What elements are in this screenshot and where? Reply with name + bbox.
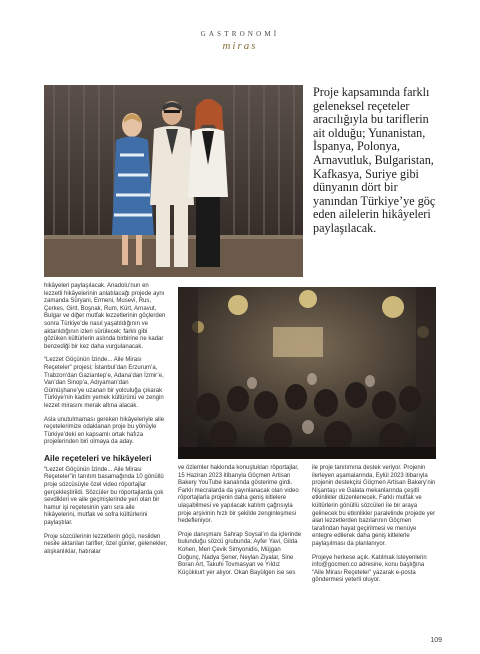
text-column-1	[44, 283, 168, 562]
paragraph: Proje sözcülerinin lezzetlerin göçü, nesilden nesile aktarılan tarifler, özel günler, gelenekler, alışkanlıklar, hatıralar	[44, 533, 168, 555]
paragraph: hikâyeleri paylaşılacak. Anadolu’nun en lezzetli hikâyelerinin anlatılacağı projede aynı zamanda Süryani, Ermeni, Musevi, Rus, Çerkes, Girit, Boşnak, Rum, Kürt, Arnavut, Bulgar ve diğer mutfak lezzetlerinin göçlerden sonra Türkiye’de nasıl yaşatıldığının ve aktarıldığının izleri sürülecek; farklı gibi gözüken kültürlerin aslında birbirine ne kadar benzediği bir kez daha vurgulanacak.	[44, 283, 166, 350]
text-column-3	[312, 465, 436, 591]
section-subtitle: miras	[222, 40, 258, 52]
section-title: GASTRONOMİ	[200, 30, 280, 38]
pull-quote: Proje kapsamında farklı geleneksel reçeteler aracılığıyla bu tariflerin ait olduğu; Yunanistan, İspanya, Polonya, Arnavutluk, Bulgaristan, Kafkasya, Suriye gibi dünyanın dört bir yanından Türkiye’ye göç eden ailelerin hikâyeleri paylaşılacak.	[313, 85, 436, 235]
page-number: 109	[430, 637, 442, 644]
event-photo-audience	[178, 287, 436, 459]
paragraph: Asla unutulmaması gereken hikâyeleriyle aile reçetelerimize odaklanan proje bu yönüyle Türkiye’deki en kapsamlı ortak hafıza projelerinden biri olmaya da aday.	[44, 416, 165, 446]
paragraph: Projeye herkese açık. Katılmak isteyenlerin info@gocmen.co adresine, konu başlığına “Aile Mirası Reçeteler” yazarak e-posta göndermesi yeterli oluyor.	[312, 554, 427, 584]
event-photo-three-people	[44, 85, 303, 277]
text-column-2	[178, 465, 302, 583]
paragraph: “Lezzet Göçünün İzinde... Aile Mirası Reçeteler”in tanıtım basamağında 10 gönüllü proje sözcüsüyle özel video röportajlar gerçekleştirildi. Sözcüler bu röportajlarda çok sevdikleri ve aile geçmişlerinde yeri olan bir hamur işi reçetesinin yanı sıra aile hikâyelerini, mutfak ve sofra kültürlerini paylaştılar.	[44, 466, 164, 527]
subheading: Aile reçeteleri ve hikâyeleri	[44, 452, 152, 463]
paragraph: ile proje tanıtımına destek veriyor. Projenin ilerleyen aşamalarında, Eylül 2023 itibarıyla projenin destekçisi Göçmen Artisan Bakery’nin Nişantaşı ve Galata mekanlarında çeşitli etkinlikler düzenlenecek. Farklı mutfak ve kültürlerin gönüllü sözcüleri ile bir araya gelinecek bu etkinlikler paralelinde projede yer alan lezzetlerden bazılarının Göçmen tarafından hayat geçirilmesi ve menüye entegre edilerek daha geniş kitlelerle paylaşılması da planlanıyor.	[312, 465, 436, 547]
paragraph: Proje danışmanı Sahrap Soysal’ın da içlerinde bulunduğu sözcü grubunda; Ayfer Yavi, Gilda Kohen, Meri Çevik Simyonidis, Müjgan Doğunç, Nadya Şener, Neylan Ziyalar, Sine Boran Art, Takuhi Tovmasyan ve Yıldız Küçükkurt yer alıyor. Okan Bayülgen ise ses	[178, 531, 302, 576]
paragraph: “Lezzet Göçünün İzinde... Aile Mirası Reçeteler” projesi; İstanbul’dan Erzurum’a, Trabzon’dan Gaziantep’e, Adana’dan İzmir’e, Van’dan Sinop’a, Adıyaman’dan Gümüşhane’ye uzanan bir yolculuğa çıkarak Türkiye’nin kadim yemek kültürünü ve zengin lezzet mirasını merak altına alacak.	[44, 357, 164, 409]
paragraph: ve özlemler hakkında konuştukları röportajlar, 15 Haziran 2023 itibarıyla Göçmen Artisan Bakery YouTube kanalında gösterime girdi. Farklı mecralarda da yayınlanacak olan video röportajlarla projenin daha geniş kitlelere ulaşabilmesi ve yapılacak katılım çağrısıyla proje arşivinin hızlı bir şekilde zenginleşmesi hedefleniyor.	[178, 465, 299, 525]
